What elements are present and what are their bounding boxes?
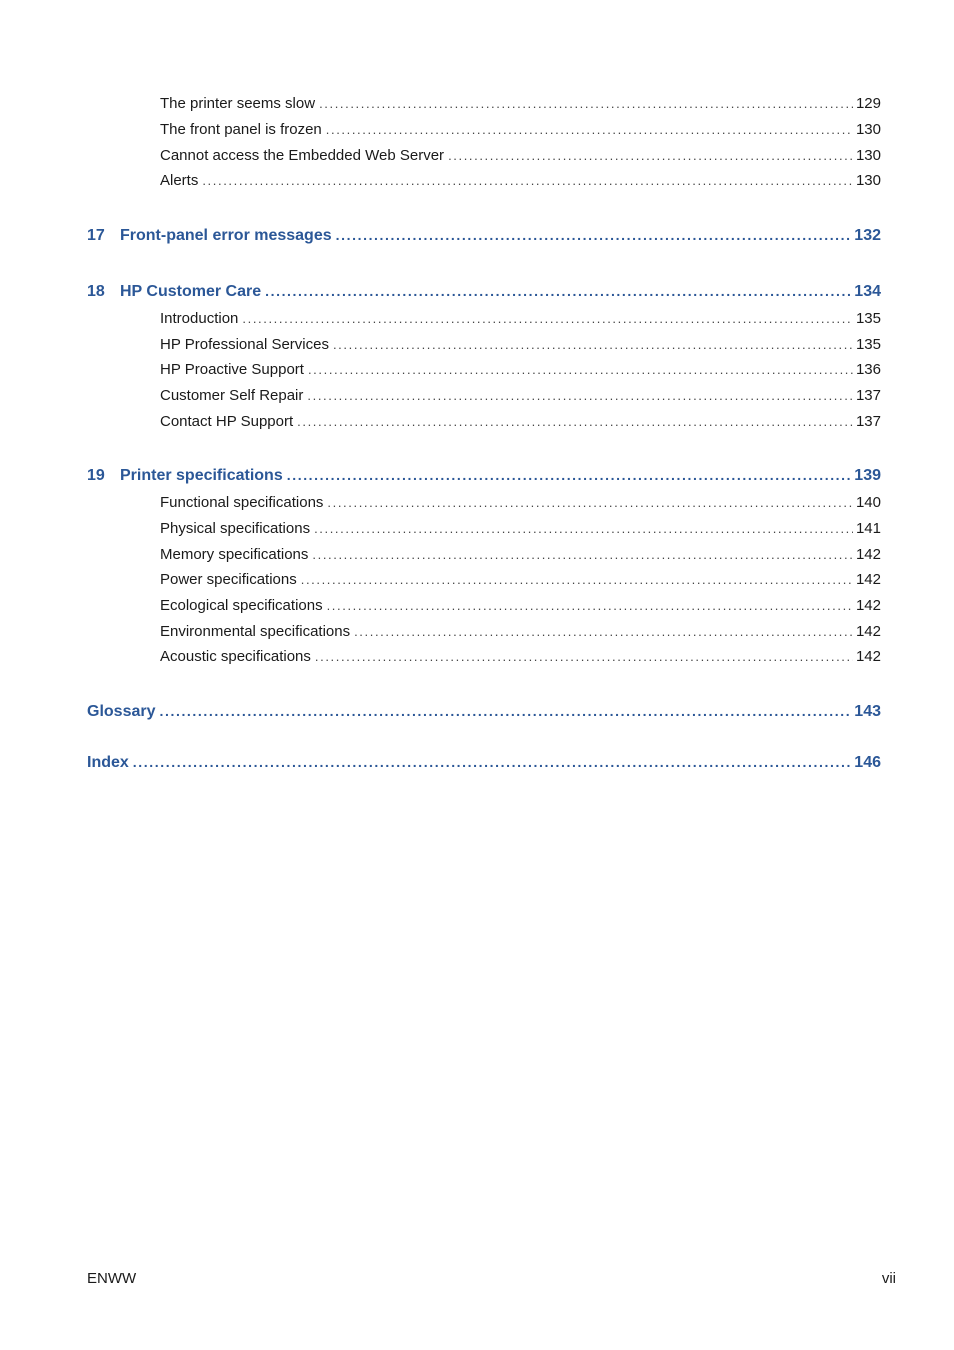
toc-entry-page: 137 [855,413,881,430]
dot-leader [448,148,853,163]
toc-entry-title: Introduction [160,310,239,327]
toc-index[interactable] [87,754,881,772]
toc-entry-page: 135 [855,336,881,353]
toc-entry[interactable] [160,95,881,112]
dot-leader [312,547,853,562]
dot-leader [314,521,853,536]
toc-entry[interactable] [160,648,881,665]
dot-leader [354,624,853,639]
dot-leader [265,283,851,299]
toc-chapter-17[interactable] [87,227,881,245]
toc-entry-page: 129 [855,95,881,112]
toc-entry-page: 142 [855,623,881,640]
toc-entry-page: 142 [855,597,881,614]
toc-entry[interactable] [160,597,881,614]
toc-entry[interactable] [160,623,881,640]
toc-entry-title: Power specifications [160,571,297,588]
chapter-number: 19 [87,467,105,484]
toc-entry-title: Contact HP Support [160,413,294,430]
toc-entry[interactable] [160,336,881,353]
dot-leader [315,649,853,664]
dot-leader [202,173,853,188]
toc-entry-title: Memory specifications [160,546,309,563]
dot-leader [327,495,853,510]
chapter-title-text: Printer specifications [120,467,283,484]
dot-leader [308,362,853,377]
toc-entry-title: The front panel is frozen [160,121,322,138]
dot-leader [307,388,853,403]
dot-leader [327,598,853,613]
toc-entry-page: 142 [855,546,881,563]
toc-entry-title: Cannot access the Embedded Web Server [160,147,445,164]
toc-chapter-19[interactable] [87,467,881,485]
toc-entry-page: 130 [855,147,881,164]
toc-entry-title: Ecological specifications [160,597,323,614]
toc-chapter-page: 139 [854,467,881,484]
toc-entry-title: Physical specifications [160,520,311,537]
chapter-title-text: Front-panel error messages [120,227,332,244]
toc-entry-page: 140 [855,494,881,511]
toc-entry[interactable] [160,310,881,327]
toc-entry-title: Functional specifications [160,494,324,511]
toc-entry-page: 135 [855,310,881,327]
toc-entry-title: Acoustic specifications [160,648,311,665]
toc-entry-page: 130 [855,172,881,189]
toc-entry-page: 142 [855,648,881,665]
dot-leader [319,96,853,111]
dot-leader [297,414,853,429]
chapter-number: 17 [87,227,105,244]
toc-chapter-18[interactable] [87,283,881,301]
toc-chapter-page: 134 [854,283,881,300]
toc-entry-page: 141 [855,520,881,537]
toc-glossary[interactable] [87,703,881,721]
toc-entry-title: HP Proactive Support [160,361,304,378]
toc-entry-title: Environmental specifications [160,623,351,640]
toc-chapter-page: 143 [854,703,881,720]
toc-entry[interactable] [160,546,881,563]
dot-leader [333,337,853,352]
dot-leader [326,122,853,137]
toc-entry[interactable] [160,121,881,138]
dot-leader [242,311,853,326]
dot-leader [159,703,851,719]
toc-chapter-title: Index [87,754,129,771]
toc-entry[interactable] [160,520,881,537]
footer-page-number: vii [881,1270,896,1287]
toc-entry-page: 136 [855,361,881,378]
toc-chapter-title [87,467,283,485]
dot-leader [287,467,852,483]
chapter-title-text: HP Customer Care [120,283,262,300]
dot-leader [301,572,853,587]
dot-leader [336,227,852,243]
toc-entry-title: The printer seems slow [160,95,316,112]
toc-entry[interactable] [160,571,881,588]
toc-entry[interactable] [160,172,881,189]
toc-entry-page: 142 [855,571,881,588]
toc-entry[interactable] [160,361,881,378]
footer-doc-id: ENWW [87,1270,137,1287]
toc-entry-title: HP Professional Services [160,336,329,353]
toc-chapter-title: Glossary [87,703,156,720]
dot-leader [133,754,852,770]
chapter-number: 18 [87,283,105,300]
toc-chapter-page: 132 [854,227,881,244]
toc-entry-title: Alerts [160,172,199,189]
toc-chapter-title [87,283,261,301]
toc-entry[interactable] [160,387,881,404]
toc-entry[interactable] [160,494,881,511]
toc-entry-title: Customer Self Repair [160,387,304,404]
toc-entry-page: 137 [855,387,881,404]
toc-chapter-title [87,227,332,245]
toc-chapter-page: 146 [854,754,881,771]
toc-entry[interactable] [160,413,881,430]
toc-entry-page: 130 [855,121,881,138]
toc-entry[interactable] [160,147,881,164]
